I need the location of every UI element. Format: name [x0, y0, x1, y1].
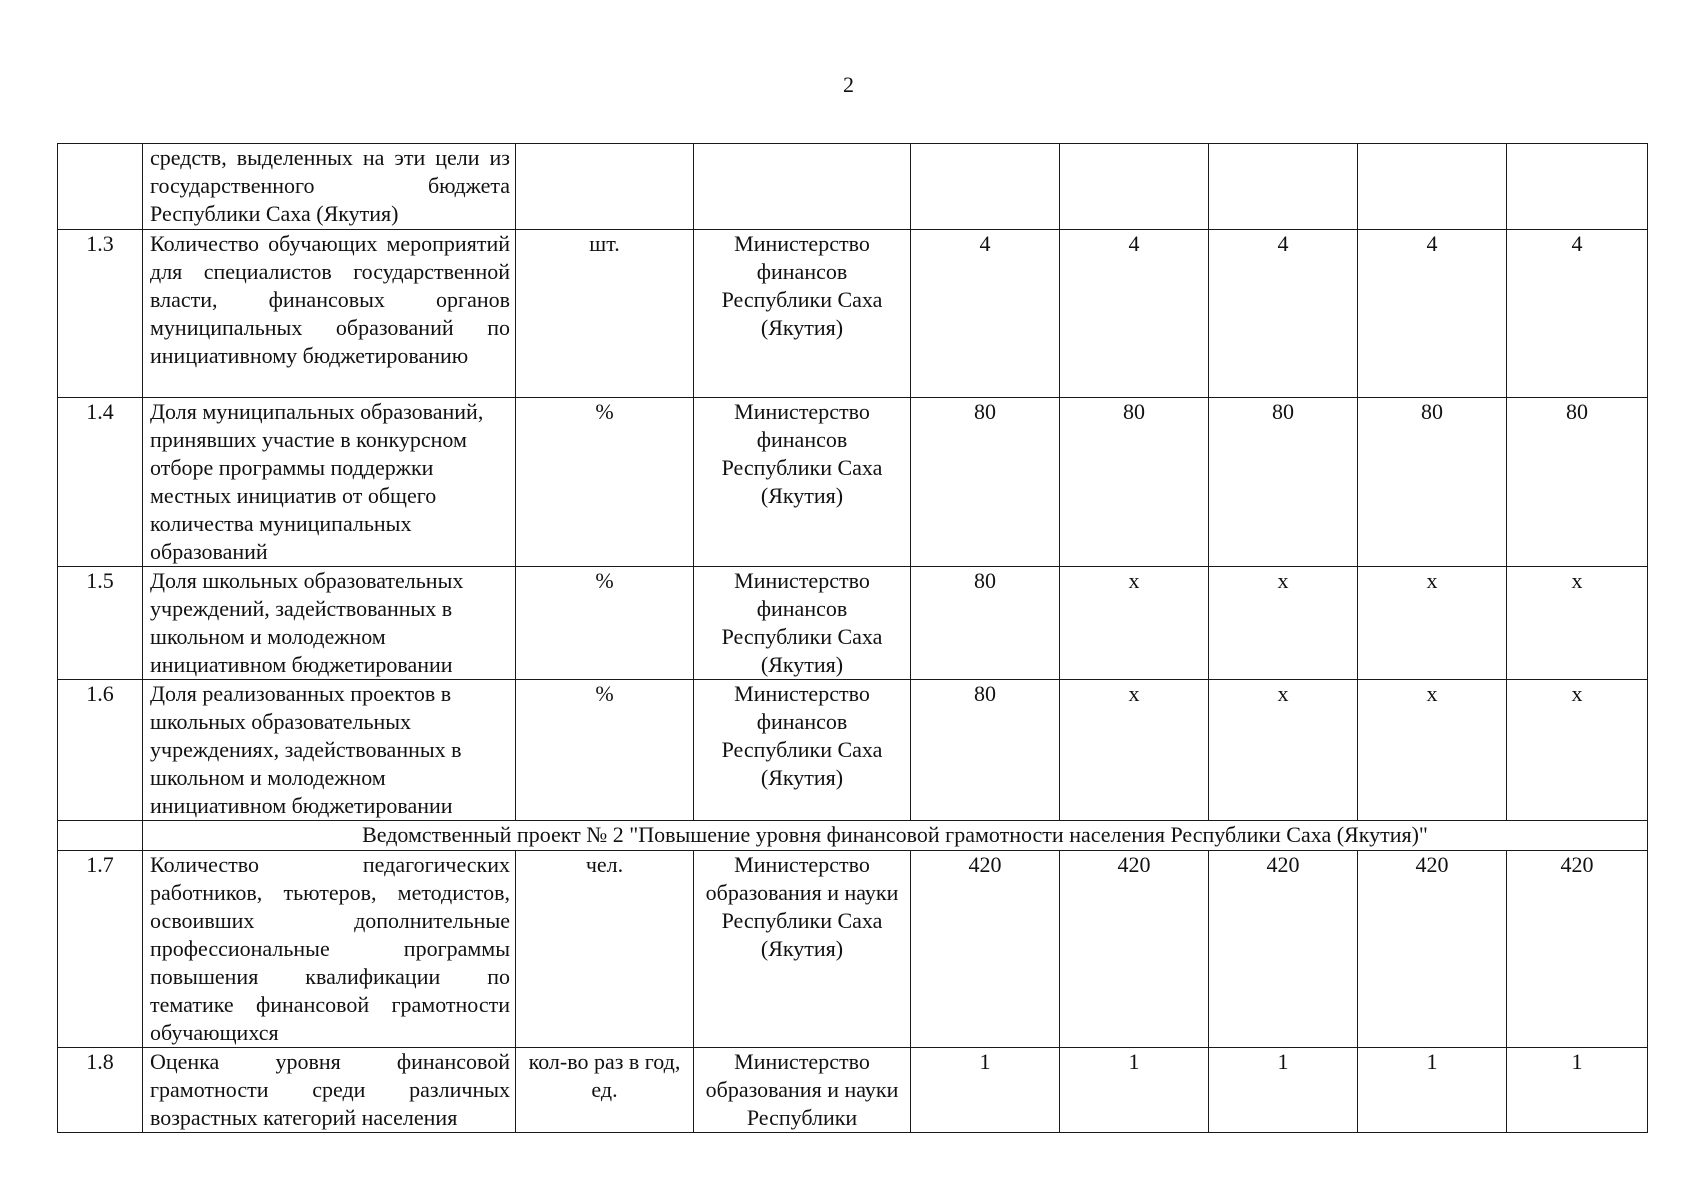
page-number: 2: [843, 72, 854, 97]
value-cell: 1: [911, 1048, 1060, 1133]
row-number: 1.8: [58, 1048, 143, 1133]
row-number: 1.3: [58, 230, 143, 398]
value-cell: х: [1507, 680, 1648, 821]
indicator-name: Оценка уровня финансовой грамотности среди различных возрастных категорий населения: [143, 1048, 516, 1133]
responsible-org: Министерство финансов Республики Саха (Якутия): [694, 567, 911, 680]
value-cell: 1: [1358, 1048, 1507, 1133]
unit-cell: чел.: [516, 851, 694, 1048]
indicator-name: Доля реализованных проектов в школьных образовательных учреждениях, задействованных в школьном и молодежном инициативном бюджетировании: [143, 680, 516, 821]
table-row: [58, 230, 1648, 398]
row-number: 1.4: [58, 398, 143, 567]
value-cell: х: [1358, 567, 1507, 680]
value-cell: 1: [1507, 1048, 1648, 1133]
value-cell: [1060, 144, 1209, 230]
unit-cell: %: [516, 398, 694, 567]
row-number: [58, 144, 143, 230]
row-number: 1.5: [58, 567, 143, 680]
value-cell: х: [1507, 567, 1648, 680]
value-cell: 4: [1507, 230, 1648, 398]
indicator-name: Доля школьных образовательных учреждений, задействованных в школьном и молодежном инициативном бюджетировании: [143, 567, 516, 680]
indicator-name: средств, выделенных на эти цели из государственного бюджета Республики Саха (Якутия): [143, 144, 516, 230]
indicator-name: Количество обучающих мероприятий для специалистов государственной власти, финансовых органов муниципальных образований по инициативному бюджетированию: [143, 230, 516, 398]
value-cell: [1209, 144, 1358, 230]
value-cell: 420: [1358, 851, 1507, 1048]
unit-cell: кол-во раз в год, ед.: [516, 1048, 694, 1133]
value-cell: 420: [1507, 851, 1648, 1048]
value-cell: 4: [1358, 230, 1507, 398]
value-cell: 80: [911, 398, 1060, 567]
value-cell: 80: [1209, 398, 1358, 567]
value-cell: 80: [1507, 398, 1648, 567]
value-cell: х: [1060, 680, 1209, 821]
unit-cell: %: [516, 567, 694, 680]
value-cell: х: [1060, 567, 1209, 680]
value-cell: 80: [1060, 398, 1209, 567]
value-cell: 80: [911, 567, 1060, 680]
table-row: [58, 398, 1648, 567]
value-cell: 1: [1060, 1048, 1209, 1133]
indicator-name: Доля муниципальных образований, принявших участие в конкурсном отборе программы поддержки местных инициатив от общего количества муниципальных образований: [143, 398, 516, 567]
table-row: [58, 1048, 1648, 1133]
responsible-org: Министерство финансов Республики Саха (Якутия): [694, 398, 911, 567]
value-cell: 80: [911, 680, 1060, 821]
value-cell: [911, 144, 1060, 230]
responsible-org: Министерство финансов Республики Саха (Якутия): [694, 230, 911, 398]
value-cell: 1: [1209, 1048, 1358, 1133]
table-row: [58, 567, 1648, 680]
value-cell: х: [1209, 680, 1358, 821]
indicators-table: [57, 143, 1648, 1133]
unit-cell: %: [516, 680, 694, 821]
table-row: [58, 144, 1648, 230]
value-cell: х: [1358, 680, 1507, 821]
value-cell: [1358, 144, 1507, 230]
responsible-org: Министерство финансов Республики Саха (Якутия): [694, 680, 911, 821]
indicator-name: Количество педагогических работников, тьютеров, методистов, освоивших дополнительные профессиональные программы повышения квалификации по тематике финансовой грамотности обучающихся: [143, 851, 516, 1048]
section-title: Ведомственный проект № 2 "Повышение уровня финансовой грамотности населения Республики Саха (Якутия)": [143, 821, 1648, 851]
unit-cell: шт.: [516, 230, 694, 398]
responsible-org: Министерство образования и науки Республики: [694, 1048, 911, 1133]
value-cell: 420: [1209, 851, 1358, 1048]
value-cell: 4: [911, 230, 1060, 398]
responsible-org: [694, 144, 911, 230]
value-cell: х: [1209, 567, 1358, 680]
responsible-org: Министерство образования и науки Республики Саха (Якутия): [694, 851, 911, 1048]
value-cell: 4: [1060, 230, 1209, 398]
unit-cell: [516, 144, 694, 230]
row-number: 1.7: [58, 851, 143, 1048]
value-cell: 420: [1060, 851, 1209, 1048]
value-cell: 4: [1209, 230, 1358, 398]
table-row: [58, 851, 1648, 1048]
section-number-cell: [58, 821, 143, 851]
value-cell: 420: [911, 851, 1060, 1048]
value-cell: 80: [1358, 398, 1507, 567]
section-row: [58, 821, 1648, 851]
table-row: [58, 680, 1648, 821]
value-cell: [1507, 144, 1648, 230]
row-number: 1.6: [58, 680, 143, 821]
